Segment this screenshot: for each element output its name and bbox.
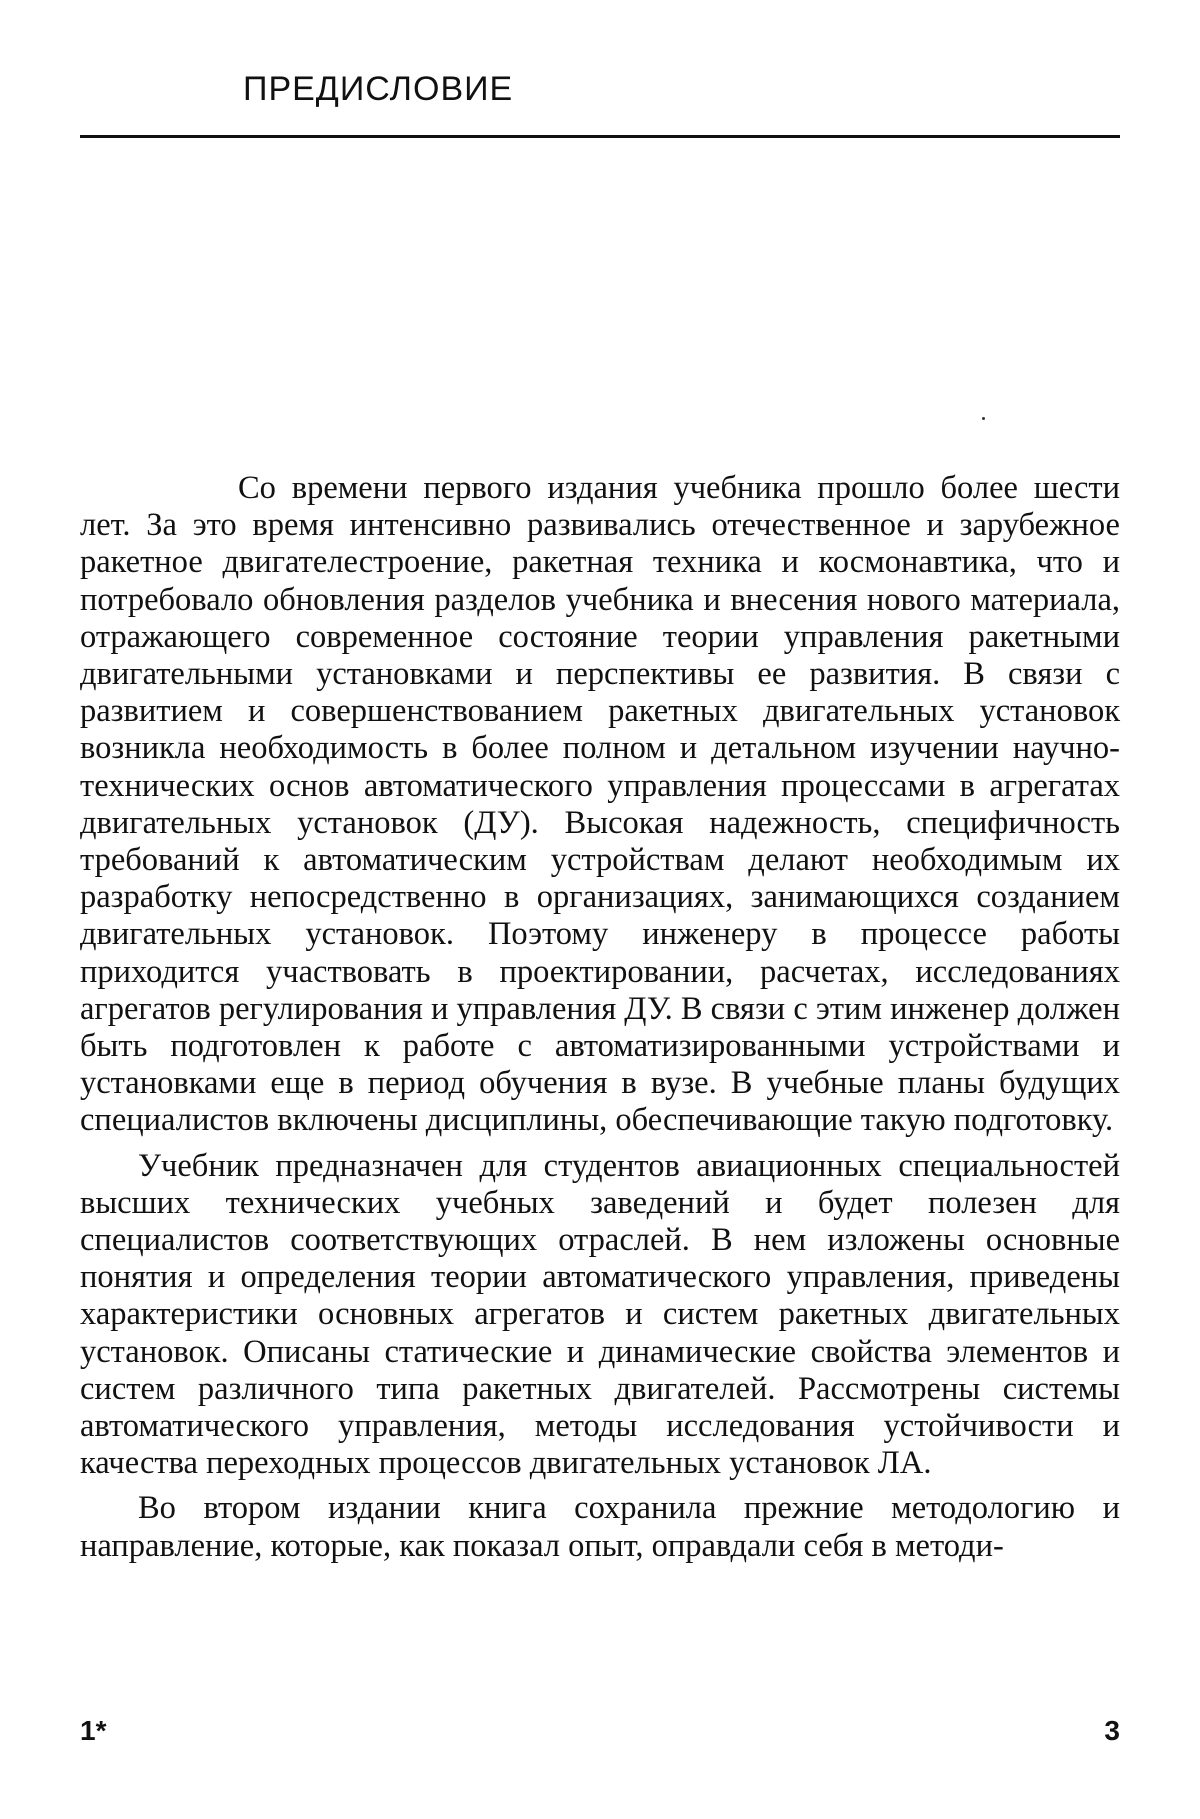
scan-speck	[982, 417, 985, 420]
paragraph-3: Во втором издании книга сохранила прежние методологию и направление, которые, как показал опыт, оправдали себя в методи-	[80, 1490, 1120, 1564]
page-footer	[80, 1715, 1120, 1755]
signature-mark: 1*	[80, 1715, 107, 1746]
page-number: 3	[1104, 1715, 1120, 1746]
heading-rule	[80, 135, 1120, 138]
paragraph-1: Со времени первого издания учебника прошло более шести лет. За это время интенсивно развивались отечественное и зарубежное ракетное двигателестроение, ракетная техника и космонавтика, что и потребовало обновления разделов учебника и внесения нового материала, отражающего современное состояние теории управления ракетными двигательными установками и перспективы ее развития. В связи с развитием и совершенствованием ракетных двигательных установок возникла необходимость в более полном и детальном изучении научно-технических основ автоматического управления процессами в агрегатах двигательных установок (ДУ). Высокая надежность, специфичность требований к автоматическим устройствам делают необходимым их разработку непосредственно в организациях, занимающихся созданием двигательных установок. Поэтому инженеру в процессе работы приходится участвовать в проектировании, расчетах, исследованиях агрегатов регулирования и управления ДУ. В связи с этим инженер должен быть подготовлен к работе с автоматизированными устройствами и установками еще в период обучения в вузе. В учебные планы будущих специалистов включены дисциплины, обеспечивающие такую подготовку.	[80, 470, 1120, 1139]
body-text	[80, 470, 1120, 1573]
page-title: ПРЕДИСЛОВИЕ	[243, 70, 514, 108]
paragraph-2: Учебник предназначен для студентов авиационных специальностей высших технических учебных заведений и будет полезен для специалистов соответствующих отраслей. В нем изложены основные понятия и определения теории автоматического управления, приведены характеристики основных агрегатов и систем ракетных двигательных установок. Описаны статические и динамические свойства элементов и систем различного типа ракетных двигателей. Рассмотрены системы автоматического управления, методы исследования устойчивости и качества переходных процессов двигательных установок ЛА.	[80, 1147, 1120, 1482]
